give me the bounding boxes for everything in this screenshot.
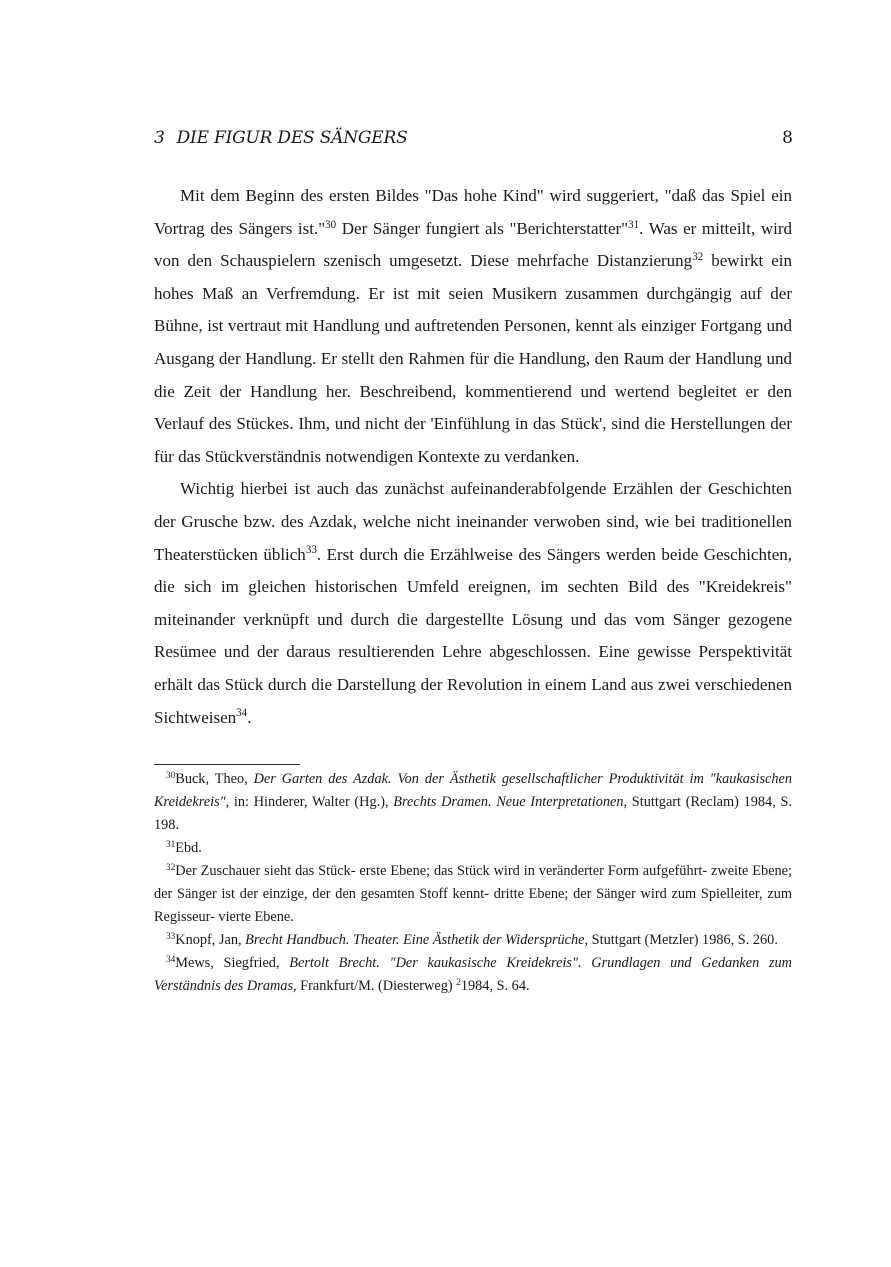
footnote-marker: 31	[628, 218, 640, 231]
page-number: 8	[782, 128, 793, 148]
footnote	[154, 837, 792, 860]
footnote	[154, 860, 792, 929]
body-text	[154, 180, 792, 734]
paragraph	[154, 473, 792, 734]
footnote-text: 1984, S. 64.	[460, 978, 530, 994]
footnote-rule	[154, 764, 300, 765]
footnote-marker: 33	[166, 931, 176, 942]
footnote-text: , Stuttgart (Metzler) 1986, S. 260.	[584, 932, 778, 948]
footnote-text: Der Zuschauer sieht das Stück- erste Ebene; das Stück wird in veränderter Form aufgeführt- zweite Ebene; der Sänger ist der einzige, der den gesamten Stoff kennt- dritte Ebene; der Sänger wird zum Spielleiter, zum Regisseur- vierte Ebene.	[154, 863, 792, 925]
footnote-marker: 34	[236, 707, 248, 720]
footnote-italic: Brecht Handbuch. Theater. Eine Ästhetik der Widersprüche	[245, 932, 585, 948]
footnote-marker: 30	[166, 770, 176, 781]
footnote-text: Knopf, Jan,	[175, 932, 246, 948]
footnote-marker: 34	[166, 954, 176, 965]
paragraph-text: Der Sänger fungiert als "Berichterstatter"	[336, 218, 629, 238]
footnote-text: , in: Hinderer, Walter (Hg.),	[225, 794, 394, 810]
footnote-marker: 32	[166, 862, 176, 873]
footnote	[154, 929, 792, 952]
paragraph-text: Wichtig hierbei ist auch das zunächst aufeinanderabfolgende Erzählen der Geschichten der Grusche bzw. des Azdak, welche nicht ineinander verwoben sind, wie bei traditionellen Theaterstücken üblich	[154, 479, 792, 564]
footnote-text: Mews, Siegfried,	[175, 955, 290, 971]
paragraph-text: . Was er mitteilt, wird von den Schauspielern szenisch umgesetzt. Diese mehrfache Distanzierung	[154, 218, 792, 271]
footnotes	[154, 768, 792, 998]
chapter-number: 3	[154, 128, 165, 148]
paragraph-text: Mit dem Beginn des ersten Bildes "Das hohe Kind" wird suggeriert, "daß das Spiel ein Vortrag des Sängers ist."	[154, 186, 792, 238]
running-header	[150, 126, 793, 150]
footnote-marker: 32	[692, 251, 704, 264]
footnote-marker: 33	[305, 544, 317, 557]
paragraph-text: . Erst durch die Erzählweise des Sängers werden beide Geschichten, die sich im gleichen historischen Umfeld ereignen, im sechten Bild des "Kreidekreis" miteinander verknüpft und durch die dargestellte Lösung und das vom Sänger gezogene Resümee und der daraus resultierenden Lehre abgeschlossen. Eine gewisse Perspektivität erhält das Stück durch die Darstellung der Revolution in einem Land aus zwei verschiedenen Sichtweisen	[154, 544, 792, 727]
footnote-marker: 31	[166, 839, 176, 850]
paragraph	[154, 180, 792, 473]
footnote-text: , Stuttgart (Reclam) 1984, S. 198.	[154, 794, 792, 833]
chapter-heading	[154, 126, 408, 150]
footnote-italic: Der Garten des Azdak. Von der Ästhetik gesellschaftlicher Produktivität im "kaukasischen Kreidekreis"	[154, 771, 792, 810]
footnote-text: Ebd.	[175, 840, 202, 856]
chapter-title: DIE FIGUR DES SÄNGERS	[176, 128, 408, 148]
footnote-marker: 30	[325, 218, 337, 231]
footnote-italic: Bertolt Brecht. "Der kaukasische Kreidekreis". Grundlagen und Gedanken zum Verständnis des Dramas	[154, 955, 792, 994]
footnote-italic: Brechts Dramen. Neue Interpretationen	[393, 794, 624, 810]
paragraph-text: .	[247, 707, 252, 727]
paragraph-text: bewirkt ein hohes Maß an Verfremdung. Er ist mit seien Musikern zusammen durchgängig auf der Bühne, ist vertraut mit Handlung und auftretenden Personen, kennt als einziger Fortgang und Ausgang der Handlung. Er stellt den Rahmen für die Handlung, den Raum der Handlung und die Zeit der Handlung her. Beschreibend, kommentierend und wertend begleitet er den Verlauf des Stückes. Ihm, und nicht der 'Einfühlung in das Stück', sind die Herstellungen der für das Stückverständnis notwendigen Kontexte zu verdanken.	[154, 251, 792, 466]
footnote-text: , Frankfurt/M. (Diesterweg)	[293, 978, 457, 994]
footnote-text: Buck, Theo,	[175, 771, 254, 787]
footnote-marker: 2	[456, 977, 461, 988]
footnote	[154, 952, 792, 998]
footnote	[154, 768, 792, 837]
